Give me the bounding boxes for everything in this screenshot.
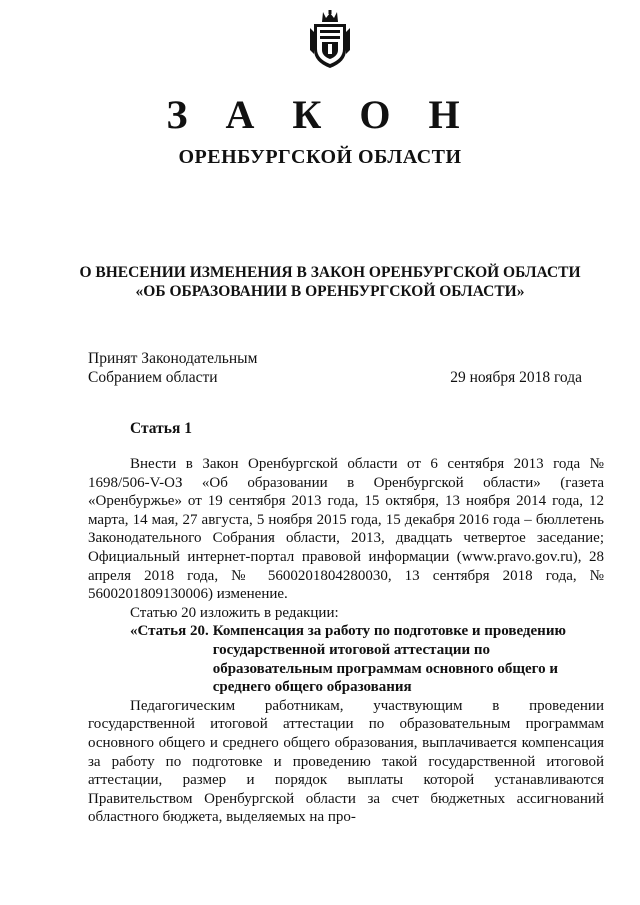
adopted-by-line-2: Собранием области [88, 369, 218, 386]
article-heading: Статья 1 [130, 420, 192, 437]
paragraph-amendment: Внести в Закон Оренбургской области от 6 сентября 2013 года № 1698/506-V-ОЗ «Об образовании в Оренбургской области» (газета «Оренбуржье» от 19 сентября 2013 года, 15 октября, 13 ноября 2014 года, 12 марта, 14 мая, 27 августа, 5 ноября 2015 года, 15 декабря 2016 года – бюллетень Законодательного Собрания области, 2013, двадцать четвертое заседание; Официальный интернет-портал правовой информации (www.pravo.gov.ru), 28 апреля 2018 года, № 5600201804280030, 13 сентября 2018 года, № 5600201809130006) изменение. [88, 456, 604, 603]
law-heading-line-1: О ВНЕСЕНИИ ИЗМЕНЕНИЯ В ЗАКОН ОРЕНБУРГСКОЙ ОБЛАСТИ [79, 264, 581, 281]
document-title: З А К О Н [166, 92, 474, 137]
adoption-date: 29 ноября 2018 года [450, 369, 582, 386]
adopted-by-line-1: Принят Законодательным [88, 350, 258, 367]
document-body [88, 455, 604, 827]
paragraph-instruction: Статью 20 изложить в редакции: [130, 604, 339, 621]
law-heading [40, 263, 620, 301]
article-20-heading [88, 622, 604, 696]
coat-of-arms-icon [306, 10, 354, 70]
law-heading-line-2: «ОБ ОБРАЗОВАНИИ В ОРЕНБУРГСКОЙ ОБЛАСТИ» [135, 283, 525, 300]
article-20-title: Компенсация за работу по подготовке и проведению государственной итоговой аттестации по образовательным программам основного общего и среднего общего образования [212, 623, 566, 696]
document-subtitle: ОРЕНБУРГСКОЙ ОБЛАСТИ [178, 146, 462, 168]
article-20-label: «Статья 20. [130, 623, 209, 640]
paragraph-compensation: Педагогическим работникам, участвующим в проведении государственной итоговой аттестации по образовательным программам основного общего и среднего общего образования, выплачивается компенсация за работу по подготовке и проведению такой государственной итоговой аттестации, размер и порядок выплаты которой устанавливаются Правительством Оренбургской области за счет бюджетных ассигнований областного бюджета, выделяемых на про- [88, 697, 604, 826]
adopted-by [88, 349, 257, 387]
